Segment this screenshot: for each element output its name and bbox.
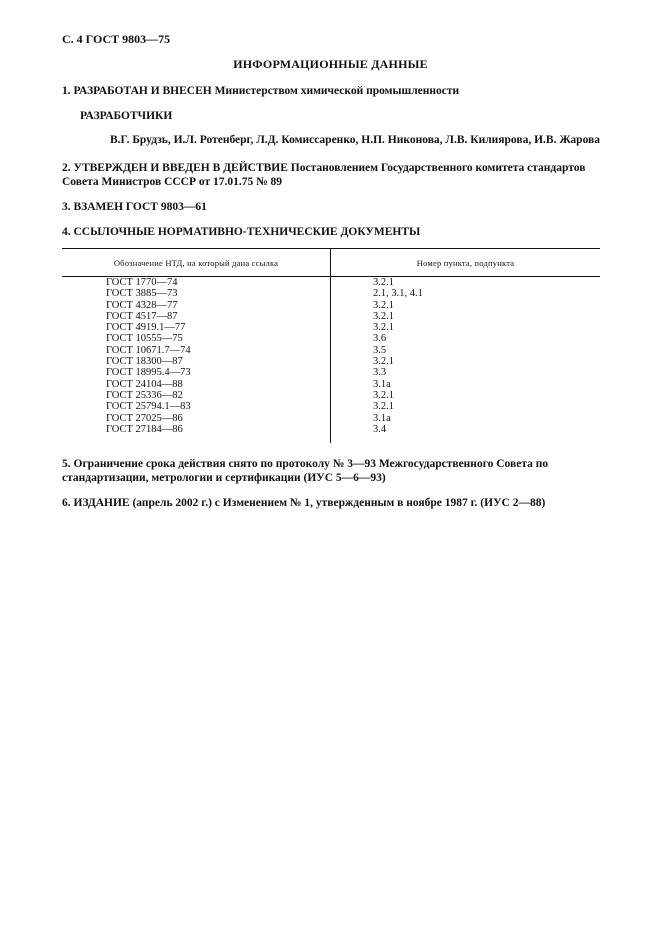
page-header: С. 4 ГОСТ 9803—75 [62, 32, 171, 46]
developers-list: В.Г. Брудзь, И.Л. Ротенберг, Л.Д. Комиссаренко, Н.П. Никонова, Л.В. Килиярова, И.В. Жарова [110, 134, 600, 146]
table-header-clause: Номер пункта, подпункта [331, 249, 601, 277]
table-cell-document: ГОСТ 24104—88 [62, 379, 331, 390]
table-cell-clause: 3.3 [373, 367, 387, 379]
table-cell-document: ГОСТ 4919.1—77 [62, 322, 331, 333]
table-row [62, 333, 600, 344]
table-row [62, 322, 600, 333]
table-cell-document: ГОСТ 18995.4—73 [62, 367, 331, 378]
table-cell-document: ГОСТ 10555—75 [62, 333, 331, 344]
table-cell-document: ГОСТ 1770—74 [62, 277, 331, 289]
table-row [62, 367, 600, 378]
table-cell-clause: 3.2.1 [373, 277, 394, 288]
table-row [62, 424, 600, 435]
table-row [62, 413, 600, 424]
item-2-text: Постановлением Государственного комитета стандартов Совета Министров СССР от 17.01.75 № 89 [62, 162, 586, 188]
table-cell-clause: 3.6 [373, 333, 387, 345]
table-row [62, 390, 600, 401]
table-cell-clause: 3.2.1 [373, 299, 394, 311]
item-4 [62, 225, 602, 239]
table-row [62, 356, 600, 367]
table-cell-document: ГОСТ 4517—87 [62, 311, 331, 322]
table-cell-clause: 3.2.1 [373, 356, 394, 368]
table-cell-clause: 3.2.1 [373, 322, 394, 334]
item-1-text: Министерством химической промышленности [214, 85, 460, 97]
table-cell-document: ГОСТ 3885—73 [62, 288, 331, 299]
table-spacer-row [62, 435, 600, 443]
table-cell-clause: 3.5 [373, 344, 387, 356]
table-cell-clause: 2.1, 3.1, 4.1 [373, 288, 423, 300]
table-row [62, 311, 600, 322]
table-row [62, 345, 600, 356]
table-body [62, 277, 600, 444]
item-4-number: 4. [62, 226, 71, 238]
item-3-lead: ВЗАМЕН ГОСТ 9803—61 [73, 201, 207, 213]
item-6 [62, 496, 602, 510]
item-2-lead: УТВЕРЖДЕН И ВВЕДЕН В ДЕЙСТВИЕ [73, 162, 288, 174]
item-5 [62, 457, 602, 485]
item-4-lead: ССЫЛОЧНЫЕ НОРМАТИВНО-ТЕХНИЧЕСКИЕ ДОКУМЕНТЫ [73, 226, 421, 238]
table-cell-document: ГОСТ 4328—77 [62, 300, 331, 311]
page-title: ИНФОРМАЦИОННЫЕ ДАННЫЕ [233, 57, 428, 71]
developers-heading: РАЗРАБОТЧИКИ [80, 110, 173, 122]
table-cell-clause: 3.1а [373, 412, 391, 424]
item-2-number: 2. [62, 162, 71, 174]
table-row [62, 300, 600, 311]
table-cell-clause: 3.4 [373, 423, 387, 435]
table-cell-clause: 3.2.1 [373, 401, 394, 413]
item-6-text: (апрель 2002 г.) с Изменением № 1, утвержденным в ноябре 1987 г. (ИУС 2—88) [132, 497, 546, 509]
item-1-lead: РАЗРАБОТАН И ВНЕСЕН [73, 85, 212, 97]
table-cell-document: ГОСТ 10671.7—74 [62, 345, 331, 356]
item-6-number: 6. [62, 497, 71, 509]
table-cell-document: ГОСТ 25794.1—83 [62, 401, 331, 412]
table-cell-clause: 3.1а [373, 378, 391, 390]
item-1-number: 1. [62, 85, 71, 97]
item-5-text: Ограничение срока действия снято по протоколу № 3—93 Межгосударственного Совета по стандартизации, метрологии и сертификации (ИУС 5—6—93) [62, 458, 549, 484]
table-cell-clause: 3.2.1 [373, 389, 394, 401]
table-row [62, 401, 600, 412]
item-6-lead: ИЗДАНИЕ [73, 497, 130, 509]
item-1 [62, 84, 602, 98]
table-cell-document: ГОСТ 18300—87 [62, 356, 331, 367]
table-spacer-cell [331, 435, 601, 443]
table-header-row [62, 249, 600, 277]
item-2 [62, 161, 602, 189]
table-cell-document: ГОСТ 25336—82 [62, 390, 331, 401]
table-cell-document: ГОСТ 27184—86 [62, 424, 331, 435]
item-5-number: 5. [62, 458, 71, 470]
reference-table [62, 248, 600, 443]
table-cell-document: ГОСТ 27025—86 [62, 413, 331, 424]
table-header-document: Обозначение НТД, на который дана ссылка [62, 249, 331, 277]
item-3-number: 3. [62, 201, 71, 213]
table-spacer-cell [62, 435, 331, 443]
table-cell-clause: 3.2.1 [373, 310, 394, 322]
table-row [62, 277, 600, 289]
table-row [62, 379, 600, 390]
item-3 [62, 200, 602, 214]
table-row [62, 288, 600, 299]
